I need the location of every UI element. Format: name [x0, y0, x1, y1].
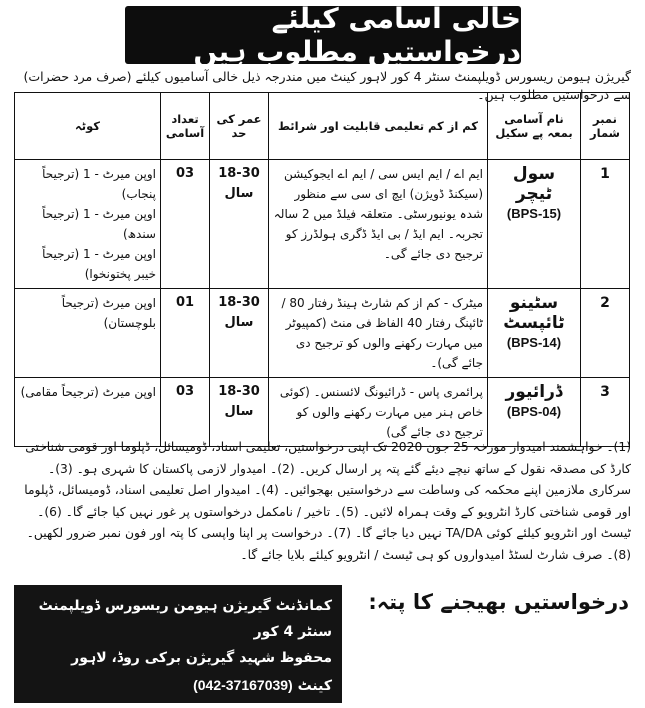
- age-unit: سال: [224, 315, 254, 330]
- quota-item: اوپن میرٹ - 1 (ترجیحاً خیبر پختونخوا): [42, 247, 156, 281]
- intro-text: گیریژن ہیومن ریسورس ڈویلپمنٹ سنٹر 4 کور لاہور کینٹ میں مندرجہ ذیل خالی آسامیوں کیلئے (صرف مرد حضرات) سے درخواستیں مطلوب ہیں۔: [23, 69, 631, 102]
- row-count: 01: [161, 289, 210, 378]
- header-post: نام آسامی بمعہ پے سکیل: [488, 93, 581, 160]
- row-quota: [15, 160, 161, 289]
- row-quota: [15, 289, 161, 378]
- quota-item: اوپن میرٹ - 1 (ترجیحاً سندھ): [42, 207, 156, 241]
- header-qualification: کم از کم تعلیمی قابلیت اور شرائط: [269, 93, 488, 160]
- header-quota: کوٹہ: [15, 93, 161, 160]
- pay-scale: (BPS-04): [506, 404, 562, 419]
- row-post: [488, 289, 581, 378]
- cantt-label: کینٹ: [297, 678, 332, 694]
- age-unit: سال: [224, 186, 254, 201]
- page-title: خالی آسامی کیلئے درخواستیں مطلوب ہیں: [125, 6, 521, 64]
- post-title: ڈرائیور: [505, 382, 563, 402]
- pay-scale: (BPS-15): [506, 206, 562, 221]
- quota-item: اوپن میرٹ (ترجیحاً مقامی): [20, 385, 156, 399]
- address-box: [14, 585, 342, 703]
- age-range: 18-30: [218, 384, 260, 399]
- post-title: سول ٹیچر: [512, 164, 556, 204]
- row-serial: 3: [581, 378, 630, 447]
- quota-item: اوپن میرٹ - 1 (ترجیحاً پنجاب): [42, 167, 156, 201]
- address-label: درخواستیں بھیجنے کا پتہ:: [368, 590, 629, 614]
- table-row: [15, 160, 630, 289]
- age-range: 18-30: [218, 295, 260, 310]
- address-contact: [24, 671, 332, 700]
- age-range: 18-30: [218, 166, 260, 181]
- quota-item: اوپن میرٹ (ترجیحاً بلوچستان): [61, 296, 156, 330]
- row-age: [210, 289, 269, 378]
- age-unit: سال: [224, 404, 254, 419]
- row-count: 03: [161, 160, 210, 289]
- row-serial: 1: [581, 160, 630, 289]
- row-count: 03: [161, 378, 210, 447]
- row-qualification: پرائمری پاس - ڈرائیونگ لائسنس۔ (کوئی خاص ہنر میں مہارت رکھنے والوں کو ترجیح دی جائے گی): [269, 378, 488, 447]
- pay-scale: (BPS-14): [506, 335, 562, 350]
- conditions-text: (1)۔ خواہشمند امیدوار مورخہ 25 جون 2020 تک اپنی درخواستیں، تعلیمی اسناد، ڈومیسائل، ڈپلوما اور قومی شناختی کارڈ کی مصدقہ نقول کے ساتھ نیچے دیئے گئے پتہ پر ارسال کریں۔ (2)۔ امیدوار لازمی پاکستان کا شہری ہو۔ (3)۔ سرکاری ملازمین اپنے محکمہ کی وساطت سے درخواستیں بھجوائیں۔ (4)۔ امیدوار اصل تعلیمی اسناد، ڈومیسائل، ڈپلوما اور قومی شناختی کارڈ انٹرویو کے وقت ہمراہ لائیں۔ (5)۔ تاخیر / نامکمل درخواستوں پر غور نہیں کیا جائے گا۔ (6)۔ ٹیسٹ اور انٹرویو کیلئے کوئی TA/DA نہیں دیا جائے گا۔ (7)۔ درخواست پر اپنا واپسی کا پتہ اور فون نمبر ضرور لکھیں۔ (8)۔ صرف شارٹ لسٹڈ امیدواروں کو ہی ٹیسٹ / انٹرویو کیلئے بلایا جائے گا۔: [24, 440, 631, 562]
- vacancies-table: [14, 92, 630, 447]
- header-age: عمر کی حد: [210, 93, 269, 160]
- post-title: سٹینو ٹائپسٹ: [503, 293, 565, 333]
- header-count: تعداد آسامی: [161, 93, 210, 160]
- row-qualification: ایم اے / ایم ایس سی / ایم اے ایجوکیشن (سیکنڈ ڈویژن) ایچ ای سی سے منظور شدہ یونیورسٹی۔ متعلقہ فیلڈ میں 2 سالہ تجربہ۔ ایم ایڈ / بی ایڈ ڈگری ہولڈرز کو ترجیح دی جائے گی۔: [269, 160, 488, 289]
- table-header-row: [15, 93, 630, 160]
- address-line: کمانڈنٹ گیریژن ہیومن ریسورس ڈویلپمنٹ سنٹر 4 کور: [38, 598, 332, 640]
- row-serial: 2: [581, 289, 630, 378]
- row-post: [488, 160, 581, 289]
- phone-number: (042-37167039): [193, 677, 293, 693]
- table-row: [15, 289, 630, 378]
- row-qualification: میٹرک - کم از کم شارٹ ہینڈ رفتار 80 / ٹائپنگ رفتار 40 الفاظ فی منٹ (کمپیوٹر میں مہارت رکھنے والوں کو ترجیح دی جائے گی)۔: [269, 289, 488, 378]
- row-age: [210, 160, 269, 289]
- header-serial: نمبر شمار: [581, 93, 630, 160]
- address-line: محفوظ شہید گیریژن برکی روڈ، لاہور: [71, 650, 332, 666]
